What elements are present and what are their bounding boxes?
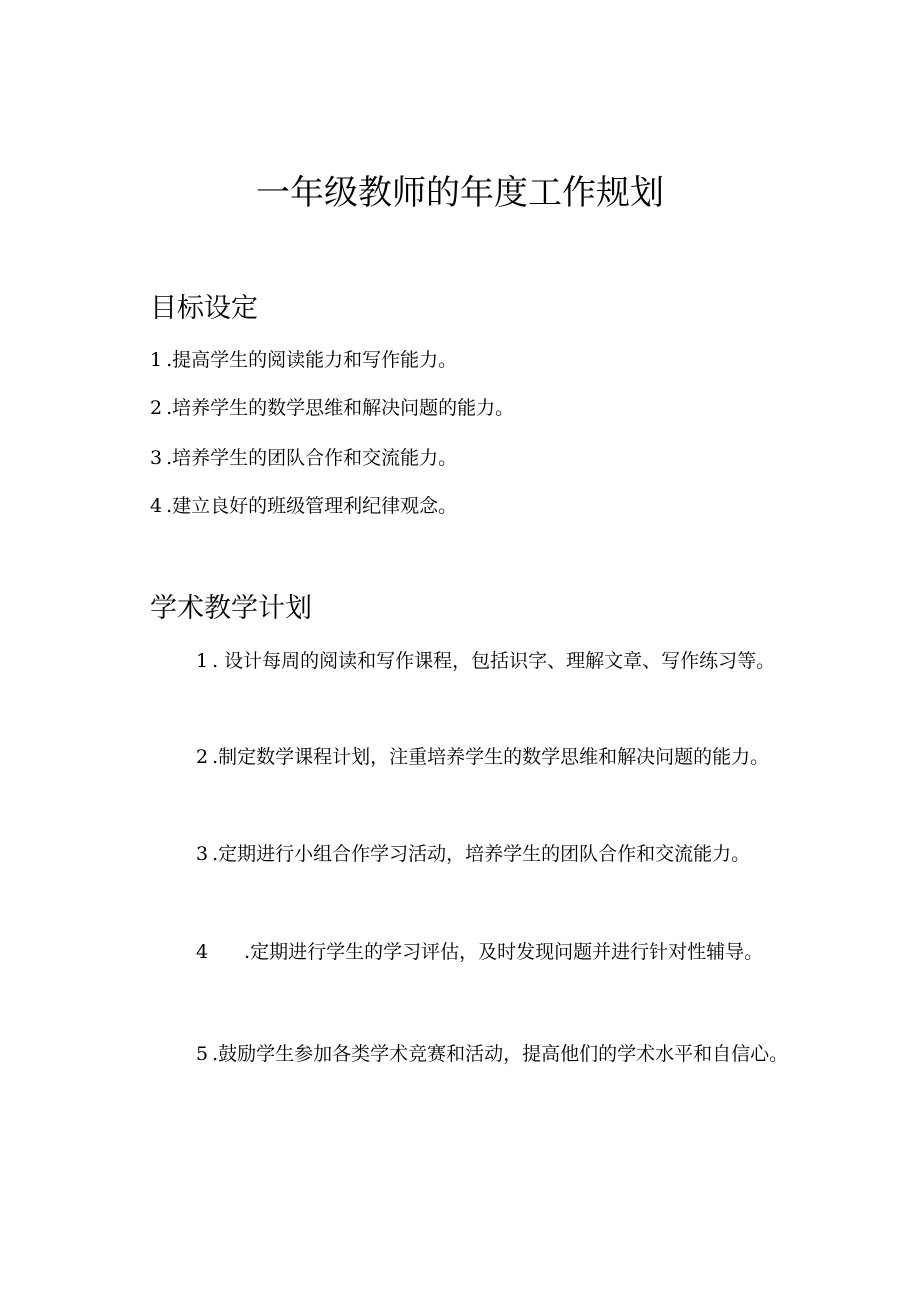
plan-item-number: 2 xyxy=(196,746,209,768)
plan-item-4 xyxy=(104,928,808,976)
goal-item-number: 4 xyxy=(150,495,163,517)
plan-item-3 xyxy=(104,830,808,878)
goal-item-text: .提高学生的阅读能力和写作能力。 xyxy=(166,349,458,371)
plan-item-2 xyxy=(104,733,808,781)
section-heading-goals: 目标设定 xyxy=(150,293,258,324)
plan-item-5 xyxy=(104,1030,808,1078)
plan-item-number: 5 xyxy=(196,1043,209,1065)
plan-item-text: .制定数学课程计划，注重培养学生的数学思维和解决问题的能力。 xyxy=(212,746,770,768)
plan-item-1 xyxy=(104,637,808,685)
goal-item-text: .培养学生的团队合作和交流能力。 xyxy=(166,447,458,469)
goal-item-number: 2 xyxy=(150,397,163,419)
plan-item-number: 4 xyxy=(196,941,209,963)
plan-item-text: . 设计每周的阅读和写作课程，包括识字、理解文章、写作练习等。 xyxy=(212,650,776,672)
goal-item-number: 1 xyxy=(150,349,163,371)
plan-item-text: .定期进行小组合作学习活动，培养学生的团队合作和交流能力。 xyxy=(212,843,751,865)
plan-item-text: .定期进行学生的学习评估，及时发现问题并进行针对性辅导。 xyxy=(244,941,764,963)
plan-item-number: 3 xyxy=(196,843,209,865)
goal-item-text: .建立良好的班级管理利纪律观念。 xyxy=(166,495,458,517)
goal-item-1 xyxy=(150,345,457,375)
goal-item-3 xyxy=(150,443,457,473)
goal-item-text: .培养学生的数学思维和解决问题的能力。 xyxy=(166,397,515,419)
section-heading-academic-plan: 学术教学计划 xyxy=(150,593,312,624)
document-title: 一年级教师的年度工作规划 xyxy=(256,173,664,213)
plan-item-text: .鼓励学生参加各类学术竞赛和活动，提高他们的学术水平和自信心。 xyxy=(212,1043,789,1065)
plan-item-number: 1 xyxy=(196,650,209,672)
goal-item-4 xyxy=(150,491,457,521)
goal-item-number: 3 xyxy=(150,447,163,469)
goal-item-2 xyxy=(150,393,514,423)
